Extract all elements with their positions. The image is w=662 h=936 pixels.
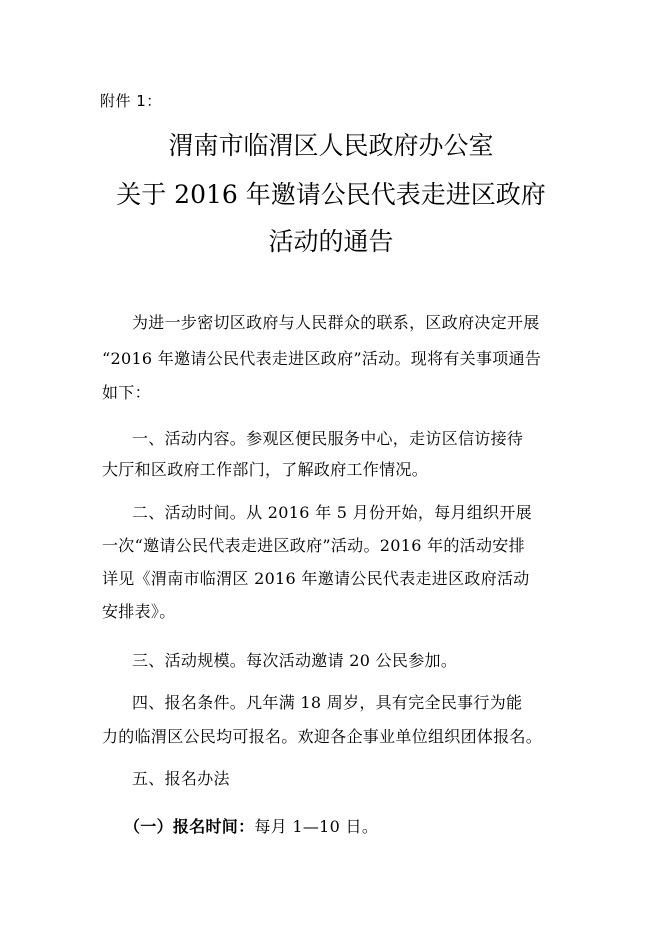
body-line: 如下： bbox=[102, 383, 151, 402]
registration-time-line bbox=[124, 814, 378, 837]
body-line: 力的临渭区公民均可报名。欢迎各企事业单位组织团体报名。 bbox=[102, 727, 543, 746]
body-line: “2016 年邀请公民代表走进区政府”活动。现将有关事项通告 bbox=[102, 349, 542, 368]
body-line: 四、报名条件。凡年满 18 周岁，具有完全民事行为能 bbox=[132, 693, 523, 712]
document-title-line-2: 关于 2016 年邀请公民代表走进区政府 bbox=[116, 180, 546, 209]
body-line: 一、活动内容。参观区便民服务中心，走访区信访接待 bbox=[132, 429, 524, 448]
registration-time-label: （一）报名时间： bbox=[124, 817, 255, 836]
document-title-line-3: 活动的通告 bbox=[268, 227, 394, 256]
attachment-label: 附件 1： bbox=[100, 92, 162, 110]
body-line: 三、活动规模。每次活动邀请 20 公民参加。 bbox=[132, 651, 458, 670]
body-line: 一次“邀请公民代表走进区政府”活动。2016 年的活动安排 bbox=[102, 536, 525, 555]
body-line: 为进一步密切区政府与人民群众的联系，区政府决定开展 bbox=[132, 313, 540, 332]
body-line: 详见《渭南市临渭区 2016 年邀请公民代表走进区政府活动 bbox=[102, 569, 530, 588]
body-line: 五、报名办法 bbox=[132, 769, 230, 788]
document-title-line-1: 渭南市临渭区人民政府办公室 bbox=[168, 131, 494, 160]
registration-time-value: 每月 1—10 日。 bbox=[254, 817, 379, 836]
body-line: 二、活动时间。从 2016 年 5 月份开始，每月组织开展 bbox=[132, 503, 532, 522]
body-line: 安排表》。 bbox=[102, 602, 176, 621]
body-line: 大厅和区政府工作部门，了解政府工作情况。 bbox=[102, 460, 429, 479]
